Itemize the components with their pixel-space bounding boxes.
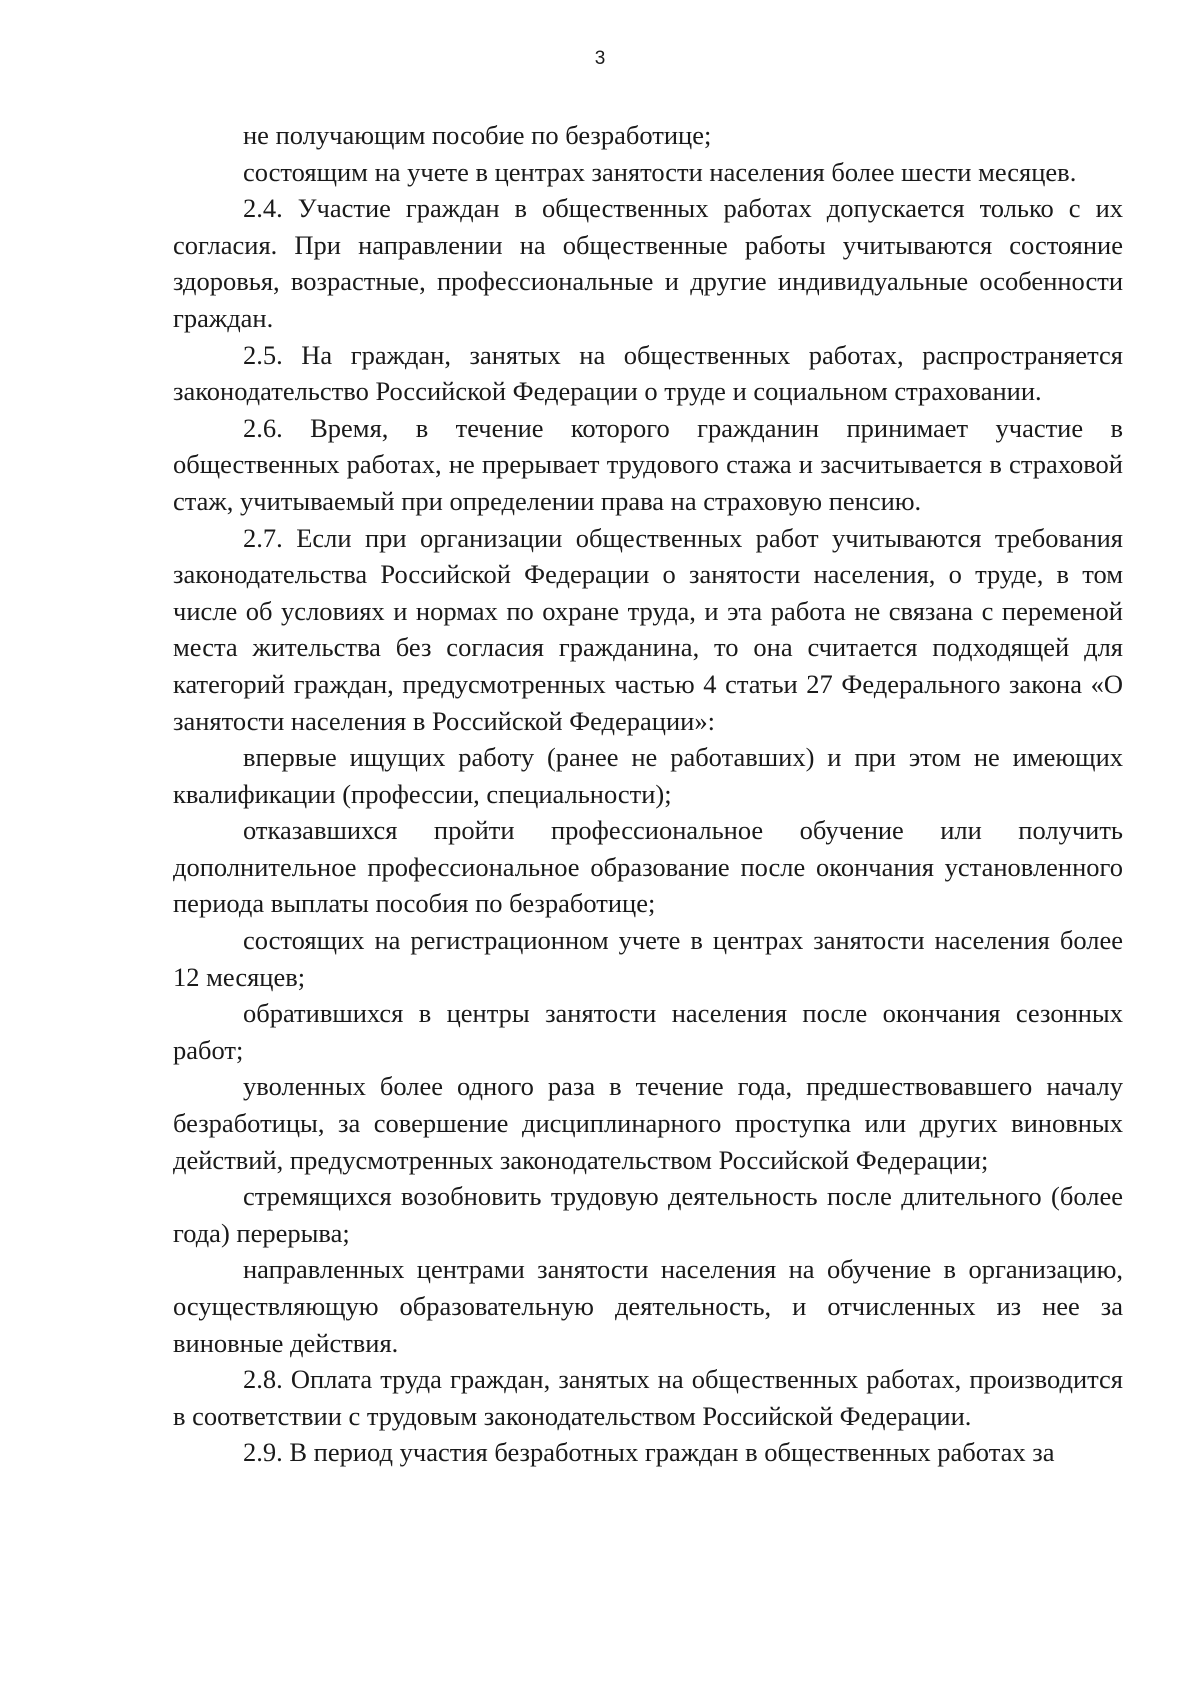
body-text bbox=[173, 117, 1123, 1471]
paragraph-2-5: 2.5. На граждан, занятых на общественных работах, распространяется законодательство Российской Федерации о труде и социальном страховании. bbox=[173, 339, 1123, 407]
list-item: состоящих на регистрационном учете в центрах занятости населения более 12 месяцев; bbox=[173, 925, 1123, 992]
list-item: отказавшихся пройти профессиональное обучение или получить дополнительное профессиональное образование после окончания установленного периода выплаты пособия по безработице; bbox=[173, 815, 1123, 919]
paragraph-2-4: 2.4. Участие граждан в общественных работах допускается только с их согласия. При направлении на общественные работы учитываются состояние здоровья, возрастные, профессиональные и другие индивидуальные особенности граждан. bbox=[173, 193, 1123, 333]
list-item: направленных центрами занятости населения на обучение в организацию, осуществляющую образовательную деятельность, и отчисленных из нее за виновные действия. bbox=[173, 1254, 1123, 1358]
page-number: 3 bbox=[594, 48, 606, 69]
list-item: обратившихся в центры занятости населения после окончания сезонных работ; bbox=[173, 998, 1123, 1065]
paragraph: не получающим пособие по безработице; bbox=[243, 120, 712, 150]
paragraph-2-6: 2.6. Время, в течение которого гражданин принимает участие в общественных работах, не прерывает трудового стажа и засчитывается в страховой стаж, учитываемый при определении права на страховую пенсию. bbox=[173, 412, 1123, 516]
paragraph-2-9: 2.9. В период участия безработных граждан в общественных работах за bbox=[243, 1437, 1055, 1468]
list-item: уволенных более одного раза в течение года, предшествовавшего началу безработицы, за совершение дисциплинарного проступка или других виновных действий, предусмотренных законодательством Российской Федерации; bbox=[173, 1071, 1123, 1175]
paragraph-2-8: 2.8. Оплата труда граждан, занятых на общественных работах, производится в соответствии с трудовым законодательством Российской Федерации. bbox=[173, 1364, 1123, 1431]
list-item: стремящихся возобновить трудовую деятельность после длительного (более года) перерыва; bbox=[173, 1181, 1123, 1248]
list-item: впервые ищущих работу (ранее не работавших) и при этом не имеющих квалификации (профессии, специальности); bbox=[173, 742, 1123, 809]
paragraph-2-7: 2.7. Если при организации общественных работ учитываются требования законодательства Российской Федерации о занятости населения, о труде, в том числе об условиях и нормах по охране труда, и эта работа не связана с переменой места жительства без согласия гражданина, то она считается подходящей для категорий граждан, предусмотренных частью 4 статьи 27 Федерального закона «О занятости населения в Российской Федерации»: bbox=[173, 522, 1123, 736]
paragraph: состоящим на учете в центрах занятости населения более шести месяцев. bbox=[243, 156, 1077, 187]
